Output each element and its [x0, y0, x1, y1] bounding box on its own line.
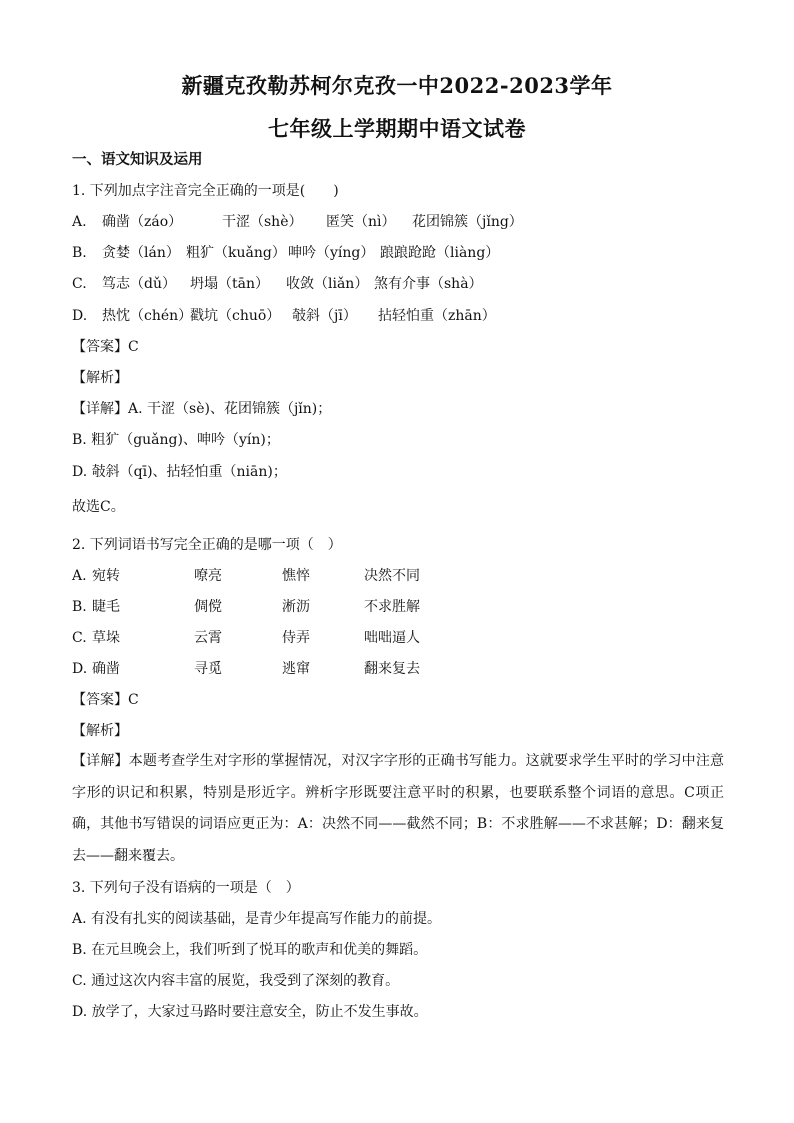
option-item: 侍弄 [282, 630, 310, 646]
option-item: 干涩（shè） [222, 214, 303, 230]
q2-stem: 2. 下列词语书写完全正确的是哪一项（ ） [72, 537, 342, 553]
q1-analysis-label: 【解析】 [72, 370, 128, 386]
option-item: 贪婪（lán） [102, 245, 180, 261]
q1-option-d [72, 306, 496, 326]
option-item: 收敛（liǎn） [286, 276, 369, 292]
q3-option-c: C. 通过这次内容丰富的展览，我受到了深刻的教育。 [72, 973, 400, 989]
option-item: 憔悴 [282, 568, 310, 584]
option-item: 匿笑（nì） [326, 214, 396, 230]
option-item: 翻来复去 [364, 661, 420, 677]
option-item: 确凿 [92, 661, 120, 677]
option-item: 云霄 [194, 630, 222, 646]
option-item: 淅沥 [282, 599, 310, 615]
option-letter: C. [72, 276, 87, 292]
option-item: 攲斜（jī） [292, 308, 357, 324]
q1-option-c [72, 274, 483, 294]
option-item: 不求胜解 [364, 599, 420, 615]
q3-option-a: A. 有没有扎实的阅读基础，是青少年提高写作能力的前提。 [72, 911, 442, 927]
option-item: 寻觅 [194, 661, 222, 677]
q2-option-d [72, 659, 420, 679]
section-heading: 一、语文知识及运用 [72, 151, 203, 168]
option-item: 笃志（dǔ） [102, 276, 176, 292]
exam-title-line2: 七年级上学期期中语文试卷 [268, 116, 526, 141]
q1-detail-line: 【详解】A. 干涩（sè)、花团锦簇（jǐn)； [72, 401, 332, 417]
q2-option-b [72, 597, 420, 617]
q1-option-a [72, 212, 523, 232]
option-item: 咄咄逼人 [364, 630, 420, 646]
option-item: 睫毛 [92, 599, 120, 615]
q2-option-c [72, 628, 420, 648]
option-item: 逃窜 [282, 661, 310, 677]
q3-option-b: B. 在元旦晚会上，我们听到了悦耳的歌声和优美的舞蹈。 [72, 942, 428, 958]
option-item: 呻吟（yíng） [288, 245, 375, 261]
q1-stem: 1. 下列加点字注音完全正确的一项是( ) [72, 183, 339, 199]
q2-analysis-label: 【解析】 [72, 723, 128, 739]
q2-answer: 【答案】C [72, 692, 139, 708]
q2-detail-paragraph: 【详解】本题考查学生对字形的掌握情况，对汉字字形的正确书写能力。这就要求学生平时的学习中注意字形的识记和积累，特别是形近字。辨析字形既要注意平时的积累，也要联系整个词语的意思。C项正确，其他书写错误的词语应更正为：A：决然不同——截然不同；B：不求胜解——不求甚解；D：翻来复去——翻来覆去。 [72, 753, 724, 864]
option-letter: B. [72, 599, 87, 615]
q2-option-a [72, 566, 420, 586]
option-item: 嘹亮 [194, 568, 222, 584]
q1-conclusion: 故选C。 [72, 499, 125, 515]
option-item: 踉踉跄跄（liàng） [380, 245, 500, 261]
option-item: 草垛 [92, 630, 120, 646]
option-letter: C. [72, 630, 87, 646]
option-item: 热忱（chén） [102, 308, 193, 324]
q3-stem: 3. 下列句子没有语病的一项是（ ） [72, 880, 300, 896]
option-letter: D. [72, 661, 88, 677]
option-item: 确凿（záo） [102, 214, 183, 230]
q1-detail-line: B. 粗犷（guǎng)、呻吟（yín)； [72, 432, 280, 448]
q1-detail-line: D. 攲斜（qī)、拈轻怕重（niān)； [72, 464, 287, 480]
option-item: 宛转 [92, 568, 120, 584]
option-item: 粗犷（kuǎng） [186, 245, 286, 261]
option-item: 拈轻怕重（zhān） [378, 308, 496, 324]
option-item: 坍塌（tān） [190, 276, 269, 292]
option-item: 戳坑（chuō） [190, 308, 281, 324]
option-item: 倜傥 [194, 599, 222, 615]
option-item: 煞有介事（shà） [374, 276, 483, 292]
option-letter: B. [72, 245, 87, 261]
q1-option-b [72, 243, 499, 263]
option-letter: A. [72, 568, 87, 584]
option-letter: A. [72, 214, 87, 230]
q3-option-d: D. 放学了，大家过马路时要注意安全，防止不发生事故。 [72, 1004, 428, 1020]
exam-title-line1: 新疆克孜勒苏柯尔克孜一中2022-2023学年 [181, 73, 613, 98]
option-item: 花团锦簇（jǐng） [412, 214, 523, 230]
option-item: 决然不同 [364, 568, 420, 584]
q1-answer: 【答案】C [72, 339, 139, 355]
option-letter: D. [72, 308, 88, 324]
